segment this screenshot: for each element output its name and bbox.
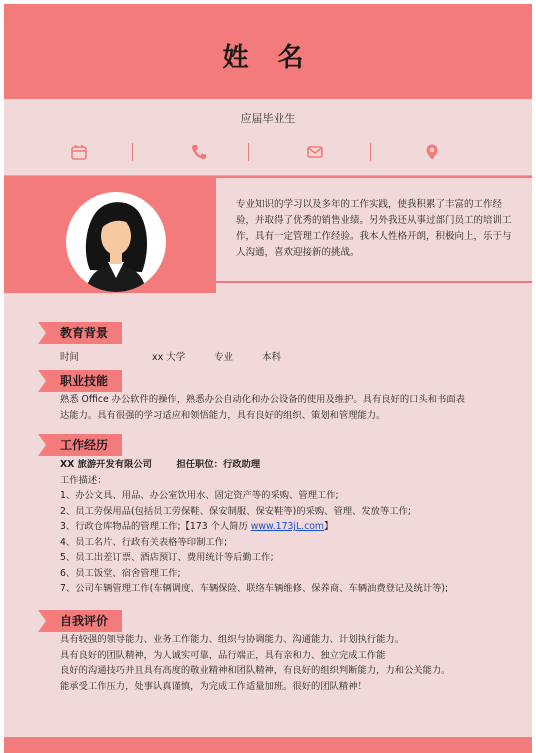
divider: [216, 281, 532, 283]
skills-line: 达能力。具有很强的学习适应和领悟能力，具有良好的组织、策划和管理能力。: [60, 409, 386, 421]
skills-text: [60, 392, 500, 423]
evaluation-text: [60, 632, 500, 694]
mail-icon: [306, 143, 324, 161]
website-link[interactable]: www.173jL.com: [250, 521, 324, 532]
divider: [248, 143, 249, 161]
page-title: 姓 名: [222, 43, 314, 73]
resume-page: [4, 4, 532, 753]
list-item: 6、员工饭堂、宿舍管理工作;: [60, 567, 181, 579]
list-item: 2、员工劳保用品(包括员工劳保鞋、保安制服、保安鞋等)的采购、管理、发放等工作;: [60, 505, 411, 517]
section-title-education: 教育背景: [38, 322, 122, 344]
job-desc-label: 工作描述：: [60, 474, 107, 486]
footer-bar: [4, 737, 532, 753]
divider: [216, 176, 532, 178]
skills-line: 熟悉 Office 办公软件的操作，熟悉办公自动化和办公设备的使用及维护。具有良好的口头和书面表: [60, 394, 465, 405]
header-bar: [4, 4, 532, 99]
company-name: XX 旅游开发有限公司: [60, 459, 152, 470]
divider: [370, 143, 371, 161]
section-title-skills: 职业技能: [38, 370, 122, 392]
list-item: 5、员工出差订票、酒店预订、费用统计等后勤工作;: [60, 552, 274, 563]
calendar-icon: [70, 143, 88, 161]
job-header: [60, 457, 500, 473]
experience-body: [60, 457, 500, 597]
list-item: 4、员工名片、行政有关表格等印制工作;: [60, 536, 228, 548]
section-title-experience: 工作经历: [38, 434, 122, 456]
avatar: [66, 192, 166, 292]
job-position: 担任职位：行政助理: [176, 459, 261, 470]
education-degree: 本科: [262, 352, 282, 363]
evaluation-line: 能承受工作压力，处事认真谨慎，为完成工作适量加班。很好的团队精神！: [60, 680, 367, 692]
evaluation-line: 具有良好的团队精神，为人诚实可靠，品行端正，具有亲和力、独立完成工作能: [60, 649, 386, 661]
education-major: 专业: [214, 352, 234, 363]
summary-text: 专业知识的学习以及多年的工作实践，使我积累了丰富的工作经验，并取得了优秀的销售业绩。另外我还从事过部门员工的培训工作，具有一定管理工作经验。我本人性格开朗，积极向上，乐于与人沟通，喜欢迎接新的挑战。: [236, 199, 512, 258]
list-item: 3、行政仓库物品的管理工作;【173 个人简历 www.173jL.com】: [60, 521, 334, 532]
phone-icon: [190, 143, 208, 161]
list-item: 1、办公文具、用品、办公室饮用水、固定资产等的采购、管理工作;: [60, 490, 339, 501]
evaluation-line: 具有较强的领导能力、业务工作能力、组织与协调能力、沟通能力、计划执行能力。: [60, 634, 404, 645]
list-item: 7、公司车辆管理工作(车辆调度、车辆保险、联络车辆维修、保养商、车辆油费登记及统计等);: [60, 583, 449, 594]
evaluation-line: 良好的沟通技巧并且具有高度的敬业精神和团队精神，有良好的组织判断能力，力和公关能力。: [60, 665, 451, 676]
location-pin-icon: [423, 143, 441, 161]
education-time: 时间: [60, 352, 80, 363]
education-school: xx 大学: [152, 352, 186, 363]
divider: [132, 143, 133, 161]
section-title-evaluation: 自我评价: [38, 610, 122, 632]
contact-icons-row: [18, 140, 498, 164]
job-target: 应届毕业生: [240, 112, 296, 125]
